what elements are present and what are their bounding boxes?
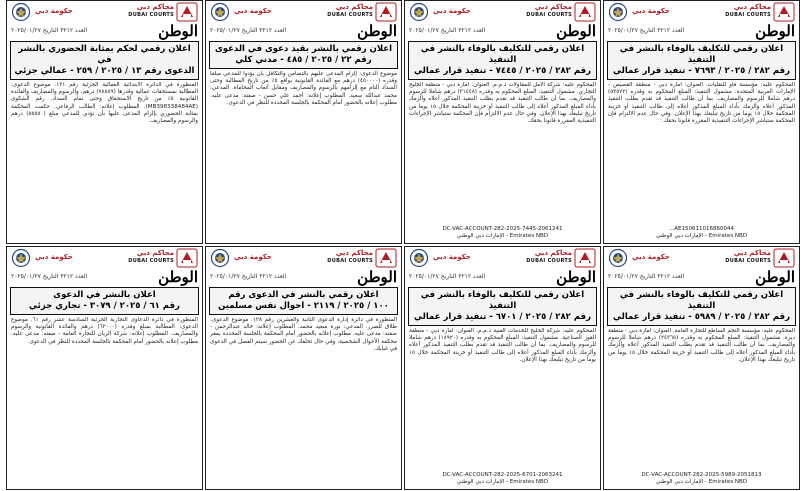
notice-footer — [608, 226, 795, 240]
dubai-courts-logo-icon — [375, 2, 397, 22]
government-emblem-icon — [409, 248, 429, 268]
legal-notice — [404, 0, 601, 244]
dubai-courts-logo-icon — [375, 248, 397, 268]
notice-header — [7, 1, 202, 23]
bank-name: Emirates NBD - الإمارات دبي الوطني — [655, 233, 748, 239]
notice-body: المحكوم عليه: شركة الأمل للمقاولات ذ.م.م. العنوان: امارة دبي - منطقة الخليج التجاري. مشمول التنفيذ: المبلغ المحكوم به وقدره (٣١٤٤٨) درهم شاملا للرسوم والمصاريف. بما أن طالب التنفيذ قد تقدم بطلب التنفيذ المذكور أعلاه وألزمك بأداء المبلغ المذكور أعلاه إلى طالب التنفيذ أو خزينة المحكمة خلال ١٥ يوما من تاريخ تبليغك بهذا الإعلان. وفي حال عدم الالتزام فإن المحكمة ستباشر الإجراءات التنفيذية المقررة قانونا بحقك. — [409, 82, 596, 125]
issue-reference: العدد ٣٢١٢ التاريخ ٢٠٢٥/٠١/٢٧ — [608, 27, 685, 34]
notice-header — [405, 1, 600, 23]
dubai-courts-logo-icon — [574, 2, 596, 22]
dubai-courts-logo-icon — [773, 248, 795, 268]
newspaper-brand: الوطن — [556, 268, 596, 286]
notice-header — [604, 247, 799, 269]
government-emblem-icon — [608, 2, 628, 22]
notice-title-box — [408, 41, 597, 80]
notice-title-line2: الدعوى رقم ١٣ / ٢٠٢٥ / ٢٥٩ - عمالي جزئي — [14, 66, 195, 76]
government-emblem-icon — [409, 2, 429, 22]
dubai-courts-logo-icon — [574, 248, 596, 268]
government-emblem-icon — [11, 248, 31, 268]
court-name: محاكم دبي — [136, 249, 174, 257]
notice-header — [7, 247, 202, 269]
notice-title-line2: رقم ٢٨٢ / ٢٠٢٥ / ٦٧٠١ - تنفيذ قرار عمالي — [414, 312, 591, 322]
court-name: محاكم دبي — [534, 3, 572, 11]
issue-reference: العدد ٣٢١٢ التاريخ ٢٠٢٥/٠١/٢٧ — [11, 273, 88, 280]
account-number: DC-VAC-ACCOUNT-282-2025-5989-2051813 — [641, 472, 762, 478]
legal-notice — [603, 246, 800, 490]
legal-notice — [6, 0, 203, 244]
gov-name: حكومة دبي — [632, 253, 670, 261]
gov-name: حكومة دبي — [632, 7, 670, 15]
notice-title-box — [209, 41, 398, 69]
notice-title-line2: رقم ٦١ / ٢٠٢٥ / ٣٠٧٩ - تجاري جزئي — [29, 301, 180, 311]
notice-title-box — [10, 41, 199, 80]
legal-notice — [404, 246, 601, 490]
notice-body: موضوع الدعوى: إلزام المدعى عليهم بالتضامن والتكافل بأن يؤدوا للمدعي مبلغا وقدره (٤٥٠٠٠٠) درهم مع الفائدة القانونية بواقع ٥٪ من تاريخ المطالبة وحتى السداد التام مع إلزامهم بالرسوم والمصاريف ومقابل أتعاب المحاماة. المدعي: محمد عبدالله سعيد. المطلوب إعلانه: أحمد علي حسن - صفته: مدعى عليه. مطلوب إعلانه بالحضور أمام المحكمة بالجلسة المحددة للنظر في الدعوى. — [210, 71, 397, 106]
notice-title-box — [607, 41, 796, 80]
gov-name: حكومة دبي — [433, 7, 471, 15]
newspaper-brand: الوطن — [357, 22, 397, 40]
legal-notice — [205, 246, 402, 490]
government-emblem-icon — [608, 248, 628, 268]
notice-header — [604, 1, 799, 23]
notice-header — [405, 247, 600, 269]
notice-body: المحكوم عليه: مؤسسة النجم الساطع للتجارة العامة. العنوان: امارة دبي - منطقة ديرة. مشمول التنفيذ: المبلغ المحكوم به وقدره (٢٤٣٦٥) درهم شاملا للرسوم والمصاريف. بما أن طالب التنفيذ قد تقدم بطلب التنفيذ المذكور أعلاه وألزمك بأداء المبلغ المذكور أعلاه إلى طالب التنفيذ أو خزينة المحكمة خلال ١٥ يوما من تاريخ تبليغك بهذا الإعلان. — [608, 328, 795, 363]
notice-title-box — [607, 287, 796, 326]
notice-footer — [409, 226, 596, 240]
government-emblem-icon — [210, 248, 230, 268]
issue-reference: العدد ٣٢١٢ التاريخ ٢٠٢٥/٠١/٢٧ — [11, 27, 88, 34]
issue-reference: العدد ٣٢١٢ التاريخ ٢٠٢٥/٠١/٢٧ — [409, 273, 486, 280]
notice-title-line1: اعلان بالنشر في الدعوى — [53, 290, 156, 300]
issue-reference: العدد ٣٢١٢ التاريخ ٢٠٢٥/٠١/٢٧ — [210, 273, 287, 280]
notice-title-line1: اعلان رقمي بالنشر بقيد دعوى في الدعوى — [214, 44, 392, 54]
court-name: محاكم دبي — [335, 3, 373, 11]
account-number: DC-VAC-ACCOUNT-282-2025-7445-2061241 — [442, 226, 563, 232]
notice-header — [206, 1, 401, 23]
court-name-en: DUBAI COURTS — [526, 12, 572, 18]
notice-title-box — [10, 287, 199, 315]
gov-name: حكومة دبي — [35, 7, 73, 15]
dubai-courts-logo-icon — [773, 2, 795, 22]
gov-name: حكومة دبي — [433, 253, 471, 261]
notice-title-line1: اعلان رقمي لحكم بمثابة الحضوري بالنشر في — [18, 44, 191, 65]
notice-body: المنظورة في دائرة الدعاوى التجارية الجزئية السادسة عشر رقم ٦١. موضوع الدعوى: المطالبة بمبلغ وقدره (٦٢٠٠٠) درهم والفائدة القانونية والرسوم والمصاريف. المطلوب إعلانه: شركة الريان للتجارة العامة - صفته: مدعى عليه. مطلوب إعلانه بالحضور أمام المحكمة بالجلسة المحددة للنظر في الدعوى. — [11, 317, 198, 345]
issue-reference: العدد ٣٢١٢ التاريخ ٢٠٢٥/٠١/٢٧ — [210, 27, 287, 34]
court-name: محاكم دبي — [335, 249, 373, 257]
newspaper-brand: الوطن — [755, 268, 795, 286]
account-number: DC-VAC-ACCOUNT-282-2025-6701-2063241 — [442, 472, 563, 478]
legal-notice — [603, 0, 800, 244]
court-name-en: DUBAI COURTS — [725, 12, 771, 18]
court-name-en: DUBAI COURTS — [128, 12, 174, 18]
gov-name: حكومة دبي — [35, 253, 73, 261]
notice-header — [206, 247, 401, 269]
dubai-courts-logo-icon — [176, 2, 198, 22]
notice-title-line2: رقم ٢٨٢ / ٢٠٢٥ / ٧٤٤٥ - تنفيذ قرار عمالي — [414, 66, 591, 76]
government-emblem-icon — [210, 2, 230, 22]
bank-name: Emirates NBD - الإمارات دبي الوطني — [456, 479, 549, 485]
notice-title-line1: اعلان رقمي بالنشر في الدعوى رقم — [228, 290, 379, 300]
gov-name: حكومة دبي — [234, 253, 272, 261]
court-name-en: DUBAI COURTS — [725, 258, 771, 264]
notice-title-line1: اعلان رقمي للتكليف بالوفاء بالنشر في التنفيذ — [420, 290, 585, 311]
issue-reference: العدد ٣٢١٢ التاريخ ٢٠٢٥/٠١/٢٧ — [608, 273, 685, 280]
court-name: محاكم دبي — [136, 3, 174, 11]
newspaper-brand: الوطن — [556, 22, 596, 40]
issue-reference: العدد ٣٢١٢ التاريخ ٢٠٢٥/٠١/٢٧ — [409, 27, 486, 34]
newspaper-brand: الوطن — [357, 268, 397, 286]
notice-title-line2: رقم ٢٨٢ / ٢٠٢٥ / ٧٦٩٣ - تنفيذ قرار عمالي — [613, 66, 790, 76]
notice-title-box — [408, 287, 597, 326]
notice-title-line1: اعلان رقمي للتكليف بالوفاء بالنشر في التنفيذ — [619, 44, 784, 65]
notice-title-line2: رقم ٢٨٢ / ٢٠٢٥ / ٥٩٨٩ - تنفيذ قرار عمالي — [613, 312, 790, 322]
notice-title-box — [209, 287, 398, 315]
newspaper-brand: الوطن — [158, 22, 198, 40]
notice-body: المنظورة في دائرة إدارة الدعوى الثانية والعشرين رقم ١٢٨. موضوع الدعوى: طلاق للضرر. المدعي: نورة سعيد محمد. المطلوب إعلانه: خالد عبدالرحمن - صفته: مدعى عليه. مطلوب إعلانه بالحضور أمام المحكمة بالجلسة المحددة بمقر محكمة الأحوال الشخصية، وفي حال تخلفك عن الحضور سيتم الفصل في الدعوى في غيابك. — [210, 317, 397, 352]
notice-title-line1: اعلان رقمي للتكليف بالوفاء بالنشر في التنفيذ — [619, 290, 784, 311]
account-number: AE150611016860044... — [669, 226, 734, 232]
notice-footer — [409, 472, 596, 486]
dubai-courts-logo-icon — [176, 248, 198, 268]
notice-footer — [608, 472, 795, 486]
bank-name: Emirates NBD - الإمارات دبي الوطني — [655, 479, 748, 485]
court-name-en: DUBAI COURTS — [327, 12, 373, 18]
notice-body: المحكوم عليه: شركة الخليج للخدمات الفنية ذ.م.م. العنوان: امارة دبي - منطقة القوز الصناعية. مشمول التنفيذ: المبلغ المحكوم به وقدره (١٨٩٢٠) درهم شاملا للرسوم والمصاريف. بما أن طالب التنفيذ قد تقدم بطلب التنفيذ المذكور أعلاه وألزمك بأداء المبلغ المذكور أعلاه إلى طالب التنفيذ أو خزينة المحكمة خلال ١٥ يوما من تاريخ تبليغك بهذا الإعلان. — [409, 328, 596, 363]
legal-notice — [6, 246, 203, 490]
court-name-en: DUBAI COURTS — [327, 258, 373, 264]
notice-body: المحكوم عليه: مؤسسة فاو للنقليات. العنوان: امارة دبي - منطقة القصيص - الإمارات العربية المتحدة. مشمول التنفيذ: المبلغ المحكوم به وقدره (٥٢٥٧٢) درهم شاملا للرسوم والمصاريف. بما أن طالب التنفيذ قد تقدم بطلب التنفيذ المذكور أعلاه وألزمك بأداء المبلغ المذكور أعلاه إلى طالب التنفيذ أو خزينة المحكمة خلال ١٥ يوما من تاريخ تبليغك بهذا الإعلان. وفي حال عدم الالتزام فإن المحكمة ستباشر الإجراءات التنفيذية المقررة قانونا بحقك. — [608, 82, 795, 125]
newspaper-brand: الوطن — [755, 22, 795, 40]
bank-name: Emirates NBD - الإمارات دبي الوطني — [456, 233, 549, 239]
court-name: محاكم دبي — [534, 249, 572, 257]
legal-notice — [205, 0, 402, 244]
gov-name: حكومة دبي — [234, 7, 272, 15]
newspaper-brand: الوطن — [158, 268, 198, 286]
notice-title-line1: اعلان رقمي للتكليف بالوفاء بالنشر في التنفيذ — [420, 44, 585, 65]
court-name-en: DUBAI COURTS — [526, 258, 572, 264]
court-name: محاكم دبي — [733, 249, 771, 257]
government-emblem-icon — [11, 2, 31, 22]
court-name-en: DUBAI COURTS — [128, 258, 174, 264]
notice-title-line2: رقم ٢٢ / ٢٠٢٥ / ٤٨٥ - مدني كلي — [235, 55, 372, 65]
notice-body: المنظورة في الدائرة الابتدائية العمالية الجزئية رقم ١٣١. موضوع الدعوى: المطالبة بمستحقات عمالية وقدرها (٧٨٨٨٩) درهم، والرسوم والمصاريف والفائدة القانونية ٥٪ من تاريخ الاستحقاق وحتى تمام السداد. رقم الشكوى (MB398338484AE). المطلوب إعلانه: الطالب الرفاعي. حكمت المحكمة بمثابة الحضوري بإلزام المدعى عليها بأن تؤدي للمدعي مبلغ (٥٥٥٥٠) درهم والرسوم والمصاريف. — [11, 82, 198, 125]
notice-title-line2: ١٠٠ / ٢٠٢٥ / ٢١١٩ - احوال نفس مسلمين — [218, 301, 389, 311]
court-name: محاكم دبي — [733, 3, 771, 11]
